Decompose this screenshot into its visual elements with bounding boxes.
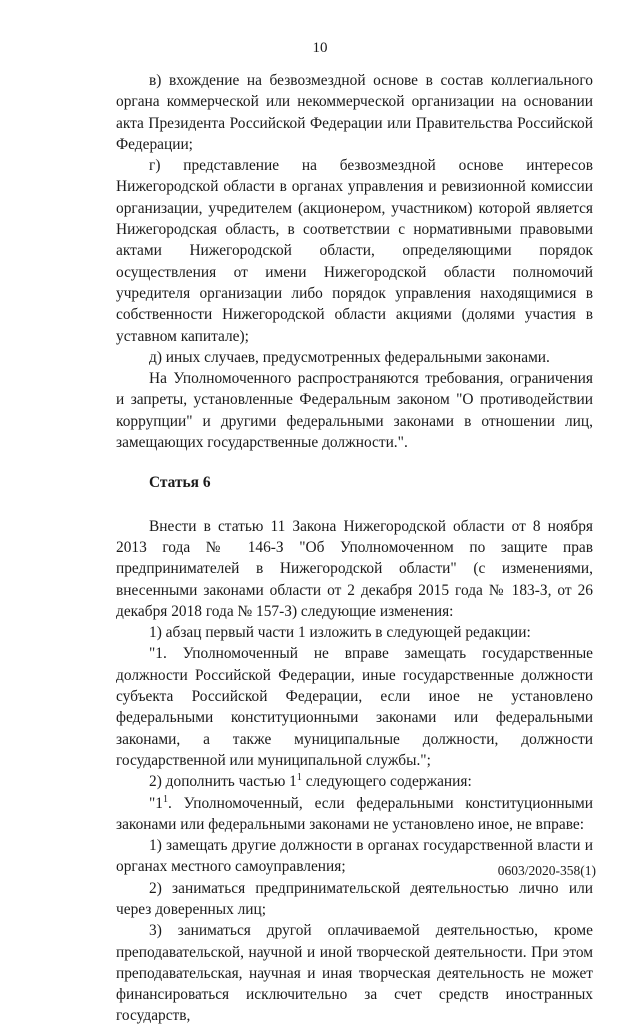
document-body (116, 70, 593, 1027)
change-2-superscript: 1 (296, 772, 302, 784)
paragraph-prohibition-1: 1) замещать другие должности в органах государственной власти и органах местного самоуправления; (116, 837, 593, 876)
paragraph-item-d: д) иных случаев, предусмотренных федеральными законами. (149, 348, 550, 366)
paragraph-prohibition-2: 2) заниматься предпринимательской деятельностью лично или через доверенных лиц; (116, 879, 593, 918)
paragraph-part-1-1 (116, 793, 593, 836)
page-number: 10 (312, 40, 328, 56)
paragraph-item-g: г) представление на безвозмездной основе интересов Нижегородской области в органах управления и ревизионной комиссии организации, учредителем (акционером, участником) которой является Нижегородская область, в соответствии с нормативными правовыми актами Нижегородской области, определяющими порядок осуществления от имени Нижегородской области полномочий учредителя организации либо порядок управления находящимися в собственности Нижегородской области акциями (долями участия в уставном капитале); (116, 157, 593, 345)
part-1-1-superscript: 1 (162, 793, 168, 805)
article-heading: Статья 6 (149, 474, 211, 492)
paragraph-change-1: 1) абзац первый части 1 изложить в следующей редакции: (149, 624, 531, 642)
document-code: 0603/2020-358(1) (497, 863, 596, 878)
paragraph-amendment-intro: Внести в статью 11 Закона Нижегородской области от 8 ноября 2013 года № 146-З "Об Уполномоченном по защите прав предпринимателей в Нижегородской области" (с изменениями, внесенными законами области от 2 декабря 2015 года № 183-З, от 26 декабря 2018 года № 157-З) следующие изменения: (116, 517, 593, 620)
paragraph-restrictions: На Уполномоченного распространяются требования, ограничения и запреты, установленные Федеральным законом "О противодействии коррупции" и другими федеральными законами в отношении лиц, замещающих государственные должности.". (116, 370, 593, 452)
paragraph-item-v: в) вхождение на безвозмездной основе в состав коллегиального органа коммерческой или некоммерческой организации на основании акта Президента Российской Федерации или Правительства Российской Федерации; (116, 72, 593, 153)
paragraph-new-part-1: "1. Уполномоченный не вправе замещать государственные должности Российской Федерации, иные государственные должности субъекта Российской Федерации, если иное не установлено федеральными конституционными законами или федеральными законами, а также муниципальные должности, должности государственной или муниципальной службы."; (116, 645, 593, 769)
change-2-text-end: следующего содержания: (301, 773, 472, 791)
change-2-text: 2) дополнить частью 1 (149, 773, 297, 791)
part-1-1-number: "1 (149, 794, 163, 812)
part-1-1-text: . Уполномоченный, если федеральными конституционными законами или федеральными законами не установлено иное, не вправе: (116, 794, 593, 833)
paragraph-prohibition-3: 3) заниматься другой оплачиваемой деятельностью, кроме преподавательской, научной и иной творческой деятельности. При этом преподавательская, научная и иная творческая деятельность не может финансироваться исключительно за счет средств иностранных государств, (116, 922, 593, 1025)
paragraph-change-2 (116, 771, 593, 792)
